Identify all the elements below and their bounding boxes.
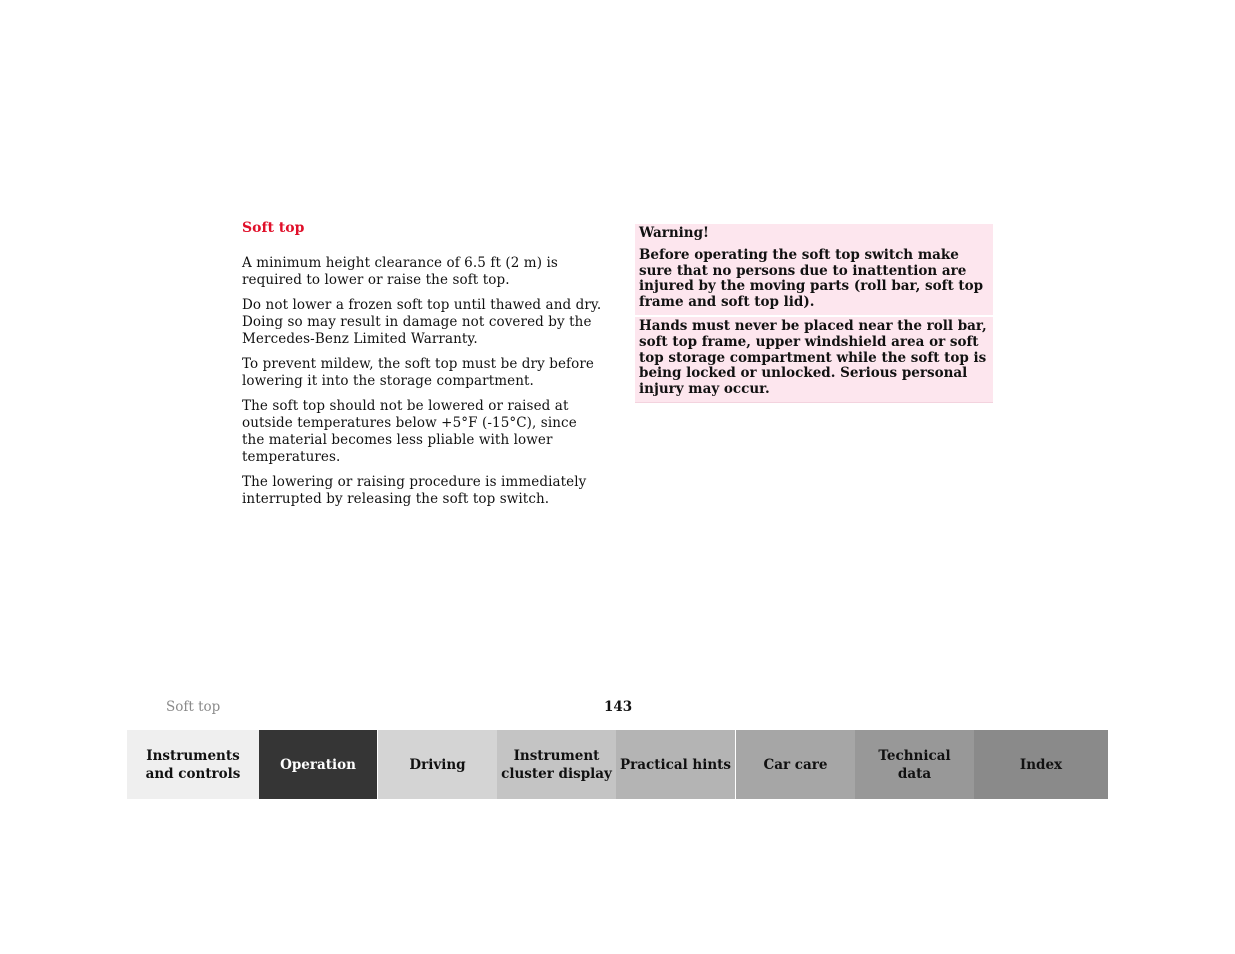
chapter-nav bbox=[127, 730, 1108, 799]
tab-label: Technical data bbox=[878, 747, 951, 782]
tab-label: Driving bbox=[409, 756, 466, 773]
page-title: Soft top bbox=[242, 220, 305, 236]
tab-instrument-cluster-display[interactable] bbox=[497, 730, 616, 799]
tab-label: Instrument cluster display bbox=[501, 747, 612, 782]
paragraph: A minimum height clearance of 6.5 ft (2 m) is required to lower or raise the soft top. bbox=[242, 255, 558, 288]
body-text bbox=[242, 255, 602, 516]
paragraph: The soft top should not be lowered or raised at outside temperatures below +5°F (-15°C), since the material becomes less pliable with lower temperatures. bbox=[242, 398, 577, 465]
tab-label: Practical hints bbox=[620, 756, 731, 773]
tab-label: Operation bbox=[280, 756, 356, 773]
tab-instruments-and-controls[interactable] bbox=[127, 730, 259, 799]
tab-technical-data[interactable] bbox=[855, 730, 974, 799]
warning-section bbox=[635, 224, 993, 315]
tab-operation[interactable] bbox=[259, 730, 378, 799]
page-number: 143 bbox=[604, 699, 633, 715]
tab-index[interactable] bbox=[974, 730, 1108, 799]
warning-section bbox=[635, 315, 993, 402]
tab-label: Car care bbox=[763, 756, 828, 773]
warning-title: Warning! bbox=[639, 225, 709, 241]
tab-label: Index bbox=[1019, 756, 1063, 773]
footer-section-label: Soft top bbox=[166, 699, 221, 715]
tab-driving[interactable] bbox=[378, 730, 497, 799]
paragraph: To prevent mildew, the soft top must be dry before lowering it into the storage compartment. bbox=[242, 356, 595, 389]
tab-label: Instruments and controls bbox=[145, 747, 241, 782]
paragraph: The lowering or raising procedure is immediately interrupted by releasing the soft top switch. bbox=[242, 474, 587, 507]
paragraph: Do not lower a frozen soft top until thawed and dry. Doing so may result in damage not covered by the Mercedes-Benz Limited Warranty. bbox=[242, 297, 602, 347]
warning-text: Before operating the soft top switch make sure that no persons due to inattention are injured by the moving parts (roll bar, soft top frame and soft top lid). bbox=[639, 246, 984, 311]
warning-box bbox=[635, 224, 993, 403]
tab-practical-hints[interactable] bbox=[616, 730, 736, 799]
warning-text: Hands must never be placed near the roll bar, soft top frame, upper windshield area or soft top storage compartment while the soft top is being locked or unlocked. Serious personal injury may occur. bbox=[639, 317, 987, 398]
tab-car-care[interactable] bbox=[736, 730, 855, 799]
